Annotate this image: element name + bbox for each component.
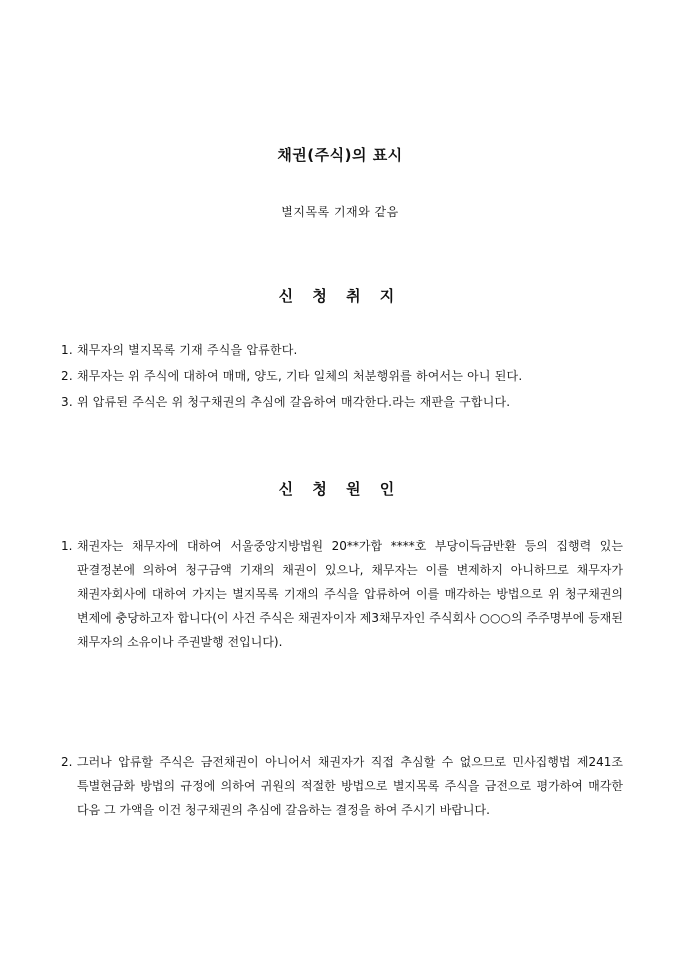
purpose-item-text: 채무자의 별지목록 기재 주식을 압류한다. <box>77 343 298 357</box>
purpose-item-number: 3. <box>61 395 73 409</box>
purpose-heading: 신 청 취 지 <box>278 287 402 305</box>
cause-paragraph-number: 1. <box>61 539 73 553</box>
cause-paragraph-text: 채권자는 채무자에 대하여 서울중앙지방법원 20**가합 ****호 부당이득금반환 등의 집행력 있는 판결정본에 의하여 청구금액 기재의 채권이 있으나, 채무자는 이를 변제하지 아니하므로 채무자가 채권자회사에 대하여 가지는 별지목록 기재의 주식을 압류하여 이를 매각하는 방법으로 위 청구채권의 변제에 충당하고자 합니다(이 사건 주식은 채권자이자 제3채무자인 주식회사 ○○○의 주주명부에 등재된 채무자의 소유이나 주권발행 전입니다). <box>77 539 623 649</box>
document-title: 채권(주식)의 표시 <box>277 146 403 164</box>
purpose-list <box>61 342 661 420</box>
cause-paragraph-1 <box>61 534 623 654</box>
purpose-item-3 <box>61 394 661 420</box>
document-subtitle: 별지목록 기재와 같음 <box>281 205 399 219</box>
cause-paragraph-2 <box>61 750 623 822</box>
purpose-item-number: 2. <box>61 369 73 383</box>
cause-paragraph-text: 그러나 압류할 주식은 금전채권이 아니어서 채권자가 직접 추심할 수 없으므로 민사집행법 제241조 특별현금화 방법의 규정에 의하여 귀원의 적절한 방법으로 별지목록 주식을 금전으로 평가하여 매각한 다음 그 가액을 이건 청구채권의 추심에 갈음하는 결정을 하여 주시기 바랍니다. <box>77 755 623 817</box>
purpose-item-1 <box>61 342 661 368</box>
purpose-item-2 <box>61 368 661 394</box>
purpose-item-text: 채무자는 위 주식에 대하여 매매, 양도, 기타 일체의 처분행위를 하여서는 아니 된다. <box>77 369 523 383</box>
cause-paragraph-number: 2. <box>61 755 73 769</box>
purpose-item-text: 위 압류된 주식은 위 청구채권의 추심에 갈음하여 매각한다.라는 재판을 구합니다. <box>77 395 511 409</box>
cause-heading: 신 청 원 인 <box>278 480 402 498</box>
purpose-item-number: 1. <box>61 343 73 357</box>
